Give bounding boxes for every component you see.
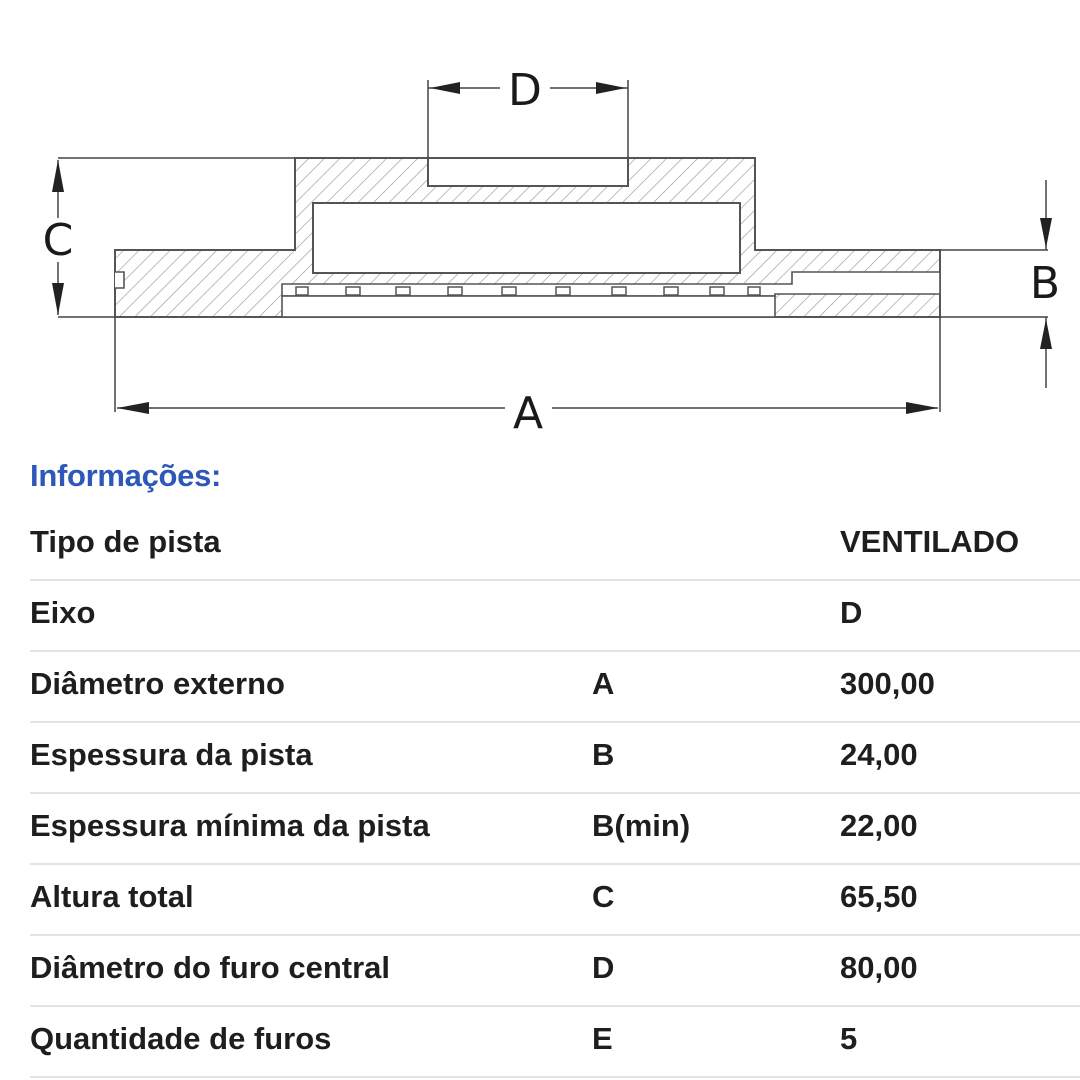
spec-row [30,510,1080,581]
spec-value: D [840,595,863,630]
dimension-d-label: D [508,65,542,116]
center-bore [428,158,628,186]
spec-value: 24,00 [840,737,918,772]
spec-row [30,794,1080,865]
spec-label: Diâmetro do furo central [30,950,390,985]
spec-row [30,865,1080,936]
edge-groove [115,272,124,288]
spec-row [30,581,1080,652]
spec-value: VENTILADO [840,524,1020,559]
spec-code: B [592,737,615,772]
spec-label: Tipo de pista [30,524,221,559]
spec-code: E [592,1021,613,1056]
spec-code: D [592,950,615,985]
dimension-c-label: C [42,215,74,266]
spec-row [30,936,1080,1007]
spec-value: 5 [840,1021,858,1056]
brake-disc-drawing [0,0,1080,450]
info-heading: Informações: [30,458,222,493]
spec-label: Altura total [30,879,194,914]
spec-code: B(min) [592,808,691,843]
spec-row [30,1007,1080,1078]
dimension-a-label: A [512,388,544,439]
spec-value: 80,00 [840,950,918,985]
spec-label: Quantidade de furos [30,1021,332,1056]
spec-code: C [592,879,615,914]
inner-floor [282,296,775,317]
spec-label: Diâmetro externo [30,666,285,701]
hat-cavity [313,203,740,273]
spec-table [30,510,1080,1078]
spec-code: A [592,666,615,701]
spec-row [30,652,1080,723]
spec-value: 22,00 [840,808,918,843]
spec-value: 65,50 [840,879,918,914]
spec-label: Espessura mínima da pista [30,808,430,843]
spec-label: Eixo [30,595,96,630]
spec-row [30,723,1080,794]
dimension-b-label: B [1029,258,1061,309]
spec-value: 300,00 [840,666,935,701]
spec-label: Espessura da pista [30,737,313,772]
